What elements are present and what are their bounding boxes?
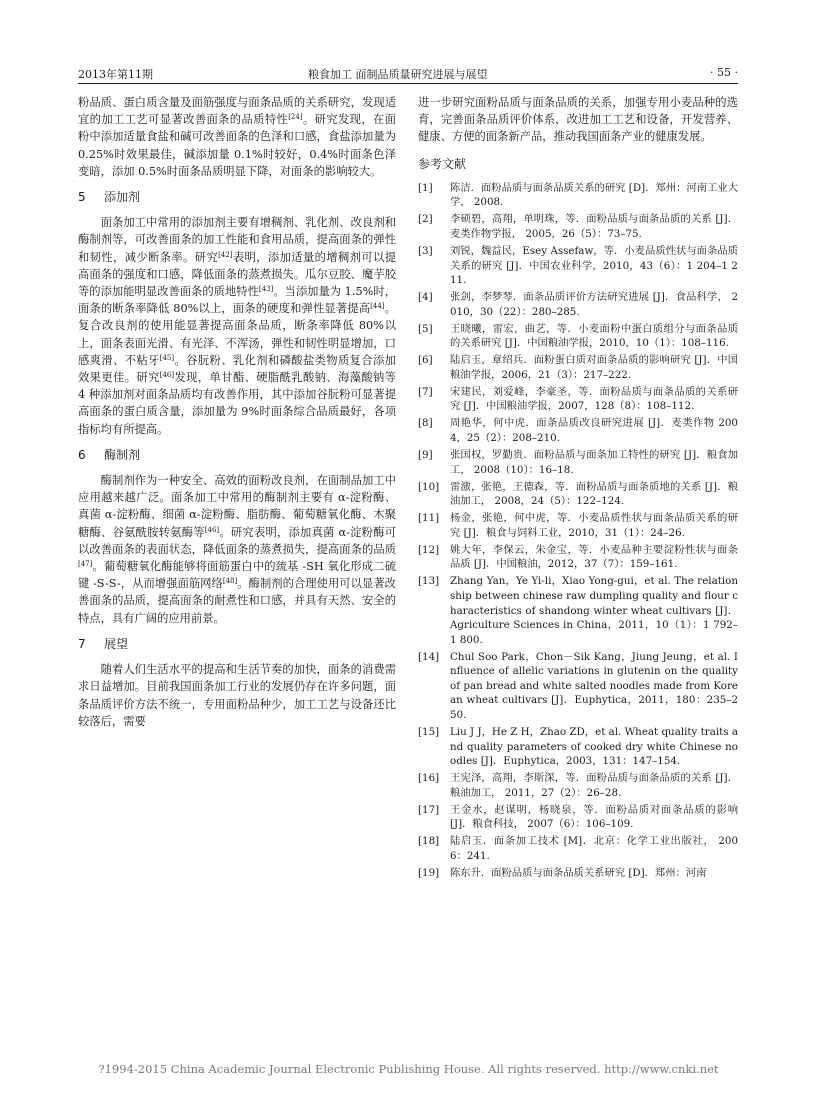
reference-text: 王晓曦，雷宏，曲艺，等．小麦面粉中蛋白质组分与面条品质的关系研究 [J]．中国粮油学报，2010，10（1）：108–116.	[450, 322, 738, 350]
reference-text: 李硕碧，高翔，单明珠，等．面粉品质与面条品质的关系 [J]．麦类作物学报， 2005，26（5）：73–75.	[450, 213, 738, 240]
reference-text: 王金水，赵谋明，杨晓泉，等．面粉品质对面条品质的影响 [J]．粮食科技， 2007（6）：106–109.	[450, 803, 738, 831]
reference-text: Zhang Yan，Ye Yi-li，Xiao Yong-gui，et al. The relationship between chinese raw dumpling quality and flour characteristics of shandong winter wheat cultivars [J]．Agriculture Sciences in China，2011，10（1）：1 792–1 800.	[450, 575, 738, 646]
citation: [46]	[204, 525, 220, 534]
reference-text: 王宪泽，高翔，李斯深，等．面粉品质与面条品质的关系 [J]．粮油加工， 2011，27（2）：26–28.	[450, 772, 738, 799]
section-7-body: 随着人们生活水平的提高和生活节奏的加快，面条的消费需求日益增加。目前我国面条加工行业的发展仍存在许多问题，面条品质评价方法不统一，专用面粉品种少，加工工艺与设备还比较落后，需要	[78, 663, 396, 728]
reference-text: 雷激，张艳，王德森，等．面粉品质与面条质地的关系 [J]．粮油加工， 2008，24（5）：122–124.	[450, 480, 738, 508]
copyright-footer: ?1994-2015 China Academic Journal Electronic Publishing House. All rights reserved. http://www.cnki.net	[98, 1062, 719, 1076]
reference-text: 陈东升．面粉品质与面条品质关系研究 [D]．郑州：河南	[450, 866, 707, 879]
section-number: 5	[78, 190, 86, 205]
reference-number: [15]	[418, 726, 440, 739]
reference-text: 周艳华，何中虎．面条品质改良研究进展 [J]．麦类作物 2004，25（2）：208–210.	[450, 417, 738, 445]
reference-item	[418, 650, 738, 723]
reference-text: 姚大年，李保云，朱金宝，等．小麦品种主要淀粉性状与面条品质 [J]．中国粮油，2012，37（7）：159–161.	[450, 543, 738, 571]
section-heading-7	[78, 636, 396, 653]
section-number: 7	[78, 636, 86, 651]
reference-number: [16]	[418, 772, 440, 785]
reference-item	[418, 834, 738, 863]
reference-item	[418, 866, 738, 881]
issue-label: 2013年第11期	[78, 68, 153, 81]
header-rule	[78, 83, 738, 84]
reference-item	[418, 543, 738, 572]
reference-number: [8]	[418, 417, 433, 430]
reference-item	[418, 448, 738, 477]
reference-item	[418, 353, 738, 382]
reference-number: [10]	[418, 480, 440, 493]
section-number: 6	[78, 447, 86, 462]
reference-number: [6]	[418, 354, 433, 367]
reference-number: [3]	[418, 244, 433, 257]
reference-number: [9]	[418, 449, 433, 462]
journal-title: 粮食加工 面制品质量研究进展与展望	[308, 68, 488, 81]
reference-item	[418, 212, 738, 241]
reference-text: 宋建民，刘爱峰，李豪圣，等．面粉品质与面条品质的关系研究 [J]．中国粮油学报，2007，128（8）：108–112.	[450, 385, 738, 413]
citation: [24]	[288, 113, 303, 122]
continuation-paragraph: 进一步研究面粉品质与面条品质的关系，加强专用小麦品种的选育，完善面条品质评价体系，改进加工工艺和设备，开发营养、健康、方便的面条新产品，推动我国面条产业的健康发展。	[418, 96, 738, 144]
reference-text: Chul Soo Park，Chon－Sik Kang，Jiung Jeung，et al. Influence of allelic variations in glutenin on the quality of pan bread and white salted noodles made from Korean wheat cultivars [J]．Euphytica，2011，180：235–250.	[450, 650, 738, 722]
reference-number: [13]	[418, 575, 440, 588]
reference-text: 张剑，李梦琴．面条品质评价方法研究进展 [J]．食品科学， 2010，30（22）：280–285.	[450, 291, 738, 318]
section-title: 展望	[104, 636, 129, 651]
citation: [45]	[159, 353, 175, 362]
reference-text: 杨金，张艳，何中虎，等．小麦品质性状与面条品质关系的研究 [J]．粮食与饲料工业，2010，31（1）：24–26.	[450, 512, 738, 539]
references-heading: 参考文献	[418, 156, 467, 171]
reference-number: [4]	[418, 291, 433, 304]
reference-text: Liu J J，He Z H，Zhao ZD，et al. Wheat quality traits and quality parameters of cooked dry white Chinese noodles [J]．Euphytica，2003，131：147–154.	[450, 726, 738, 768]
reference-item	[418, 385, 738, 414]
reference-number: [18]	[418, 835, 440, 848]
section-heading-5	[78, 189, 396, 206]
left-column	[78, 94, 396, 730]
reference-item	[418, 480, 738, 509]
reference-item	[418, 181, 738, 210]
reference-item	[418, 574, 738, 647]
reference-number: [17]	[418, 803, 440, 816]
reference-text: 陆启玉，章绍兵．面粉蛋白质对面条品质的影响研究 [J]．中国粮油学报，2006，21（3）：217–222.	[450, 354, 738, 381]
section-title: 添加剂	[104, 190, 141, 205]
reference-text: 陈洁．面粉品质与面条品质关系的研究 [D]．郑州：河南工业大学， 2008.	[450, 181, 738, 209]
reference-number: [5]	[418, 322, 433, 335]
running-header	[78, 66, 738, 82]
right-column	[418, 94, 738, 883]
reference-text: 张国权，罗勤贵．面粉品质与面条加工特性的研究 [J]．粮食加工， 2008（10）：16–18.	[450, 449, 738, 476]
reference-item	[418, 244, 738, 288]
section-title: 酶制剂	[104, 447, 141, 462]
reference-number: [19]	[418, 866, 440, 879]
reference-text: 陆启玉．面条加工技术 [M]．北京：化学工业出版社， 2006：241.	[450, 835, 738, 862]
reference-number: [1]	[418, 181, 433, 194]
section-5-body: 面条加工中常用的添加剂主要有增稠剂、乳化剂、改良剂和酶制剂等，可改善面条的加工性能和食用品质，提高面条的弹性和韧性，减少断条率。研究[42]表明，添加适量的增稠剂可以提高面条的强度和口感，降低面条的蒸煮损失。瓜尔豆胶、魔芋胶等的添加能明显改善面条的质地特性[43]。当添加量为 1.5%时，面条的断条率降低 80%以上，面条的硬度和弹性显著提高[44]。复合改良剂的使用能显著提高面条品质，断条率降低 80%以上，面条表面光滑、有光泽、不浑汤，弹性和韧性明显增加，口感爽滑、不粘牙[45]。谷朊粉、乳化剂和磷酸盐类物质复合添加效果更佳。研究[46]发现，单甘酯、硬脂酰乳酸钠、海藻酸钠等 4 种添加剂对面条品质均有改善作用，其中添加谷朊粉可显著提高面条的蛋白质含量，添加量为 9%时面条综合品质最好，各项指标均有所提高。	[78, 216, 396, 436]
citation: [48]	[222, 577, 238, 586]
intro-paragraph: 粉品质、蛋白质含量及面筋强度与面条品质的关系研究，发现适宜的加工工艺可显著改善面条的品质特性[24]。研究发现，在面粉中添加适量食盐和碱可改善面条的色泽和口感，食盐添加量为 0.25%时效果最佳，碱添加量 0.1%时较好，0.4%时面条色泽变暗，添加 0.5%时面条品质明显下降，对面条的影响较大。	[78, 96, 396, 178]
reference-item	[418, 511, 738, 540]
reference-item	[418, 290, 738, 319]
reference-item	[418, 416, 738, 445]
citation: [44]	[370, 302, 385, 311]
citation: [43]	[258, 285, 274, 294]
reference-number: [12]	[418, 543, 440, 556]
reference-item	[418, 322, 738, 351]
reference-text: 刘锐，魏益民，Esey Assefaw，等．小麦品质性状与面条品质关系的研究 [J]．中国农业科学，2010，43（6）：1 204–1 211.	[450, 244, 738, 287]
citation: [42]	[218, 250, 233, 259]
section-6-body: 酶制剂作为一种安全、高效的面粉改良剂，在面制品加工中应用越来越广泛。面条加工中常用的酶制剂主要有 α-淀粉酶、真菌 α-淀粉酶、细菌 α-淀粉酶、脂肪酶、葡萄糖氧化酶、木聚糖酶、谷氨酰胺转氨酶等[46]。研究表明，添加真菌 α-淀粉酶可以改善面条的表面状态，降低面条的蒸煮损失，提高面条的品质[47]。葡萄糖氧化酶能够将面筋蛋白中的巯基 -SH 氧化形成二硫键 -S-S-，从而增强面筋网络[48]。酶制剂的合理使用可以显著改善面条的品质，提高面条的耐煮性和口感，并具有天然、安全的特点，具有广阔的应用前景。	[78, 474, 396, 625]
reference-item	[418, 725, 738, 769]
citation: [47]	[78, 560, 93, 569]
page-number: · 55 ·	[710, 66, 738, 79]
reference-number: [14]	[418, 650, 440, 663]
citation: [46]	[159, 371, 175, 380]
section-heading-6	[78, 447, 396, 464]
reference-item	[418, 771, 738, 800]
reference-number: [7]	[418, 385, 433, 398]
reference-list	[418, 181, 738, 881]
reference-number: [11]	[418, 512, 440, 525]
reference-number: [2]	[418, 213, 433, 226]
reference-item	[418, 803, 738, 832]
